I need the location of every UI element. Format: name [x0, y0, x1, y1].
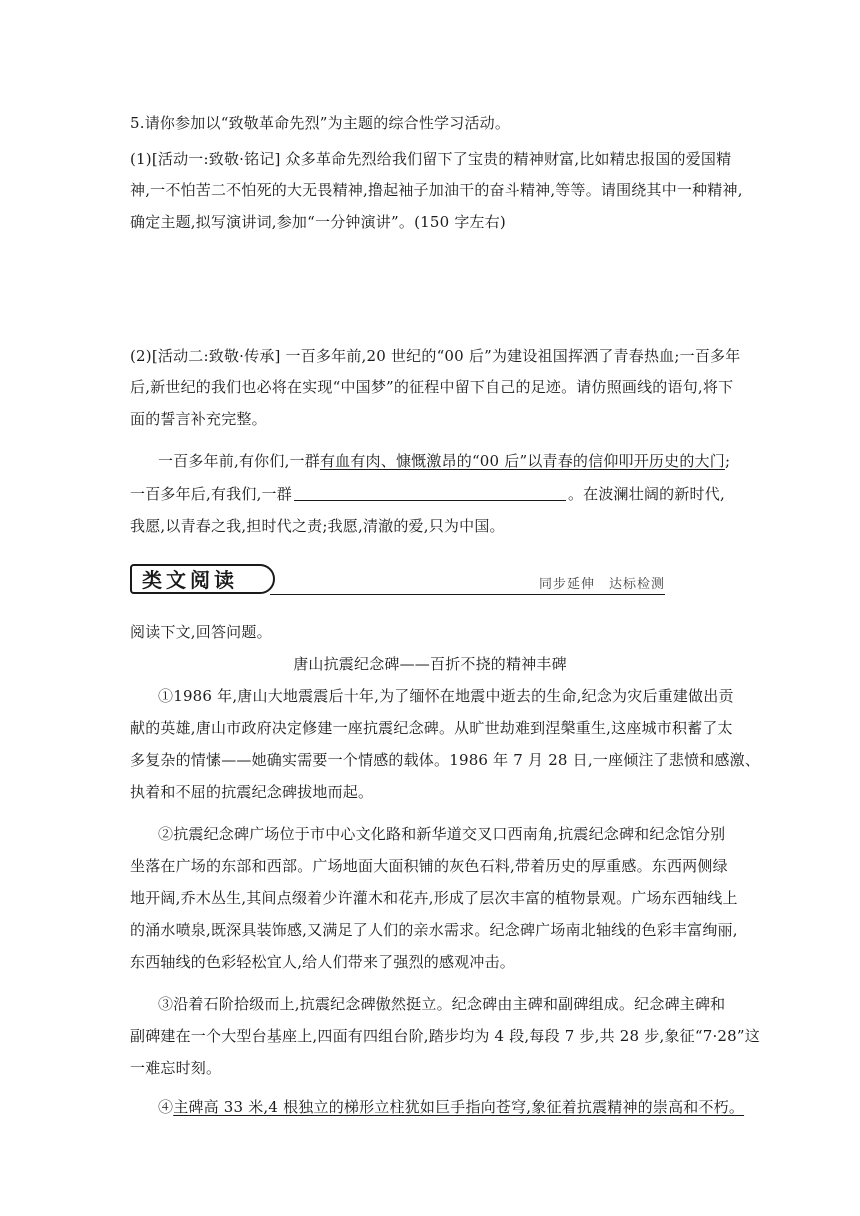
oath-line-3: 我愿,以青春之我,担时代之责;我愿,清澈的爱,只为中国。 — [130, 517, 505, 535]
paragraph-2: 坐落在广场的东部和西部。广场地面大面积铺的灰色石料,带着历史的厚重感。东西两侧绿 — [130, 857, 728, 875]
paragraph-1: 多复杂的情愫——她确实需要一个情感的载体。1986 年 7 月 28 日,一座倾注了悲愤和感激、 — [130, 751, 761, 769]
reading-instruction: 阅读下文,回答问题。 — [130, 623, 272, 641]
paragraph-3: 副碑建在一个大型台基座上,四面有四组台阶,踏步均为 4 段,每段 7 步,共 28 步,象征“7·28”这 — [130, 1027, 760, 1045]
activity-1-text: 神,一不怕苦二不怕死的大无畏精神,撸起袖子加油干的奋斗精神,等等。请围绕其中一种精神, — [130, 181, 743, 199]
paragraph-1: 献的英雄,唐山市政府决定修建一座抗震纪念碑。从旷世劫难到涅槃重生,这座城市积蓄了太 — [130, 719, 733, 737]
article-title: 唐山抗震纪念碑——百折不挠的精神丰碑 — [293, 655, 567, 673]
banner-sub-1: 同步延伸 — [538, 577, 595, 592]
oath-prefix: 一百多年后,有我们,一群 — [130, 485, 292, 503]
paragraph-1: 执着和不屈的抗震纪念碑拔地而起。 — [130, 783, 374, 801]
banner-subtitle — [525, 573, 665, 592]
oath-line-1 — [158, 451, 758, 471]
question-5-title: 5.请你参加以“致敬革命先烈”为主题的综合性学习活动。 — [130, 114, 511, 132]
activity-1-text: 确定主题,拟写演讲词,参加“一分钟演讲”。(150 字左右) — [130, 213, 506, 231]
paragraph-1: ①1986 年,唐山大地震震后十年,为了缅怀在地震中逝去的生命,纪念为灾后重建做出贡 — [158, 687, 734, 705]
paragraph-2: ②抗震纪念碑广场位于市中心文化路和新华道交叉口西南角,抗震纪念碑和纪念馆分别 — [158, 825, 726, 843]
banner-rule — [270, 594, 665, 595]
section-banner — [130, 562, 665, 598]
paragraph-4 — [158, 1097, 758, 1117]
underlined-model-sentence: 有血有肉、慷慨激昂的“00 后”以青春的信仰叩开历史的大门 — [319, 452, 725, 470]
underlined-sentence: 主碑高 33 米,4 根独立的梯形立柱犹如巨手指向苍穹,象征着抗震精神的崇高和不朽。 — [173, 1098, 745, 1116]
paragraph-2: 东西轴线的色彩轻松宜人,给人们带来了强烈的感观冲击。 — [130, 953, 515, 971]
oath-prefix: 一百多年前,有你们,一群 — [158, 452, 320, 470]
banner-title: 类文阅读 — [142, 568, 238, 592]
activity-1-text: (1)[活动一:致敬·铭记] 众多革命先烈给我们留下了宝贵的精神财富,比如精忠报国的爱国精 — [130, 150, 732, 168]
paragraph-4-number: ④ — [158, 1098, 174, 1116]
paragraph-3: 一难忘时刻。 — [130, 1059, 222, 1077]
banner-sub-2: 达标检测 — [608, 577, 665, 592]
activity-2-text: 后,新世纪的我们也必将在实现“中国梦”的征程中留下自己的足迹。请仿照画线的语句,将下 — [130, 378, 734, 396]
oath-suffix: 。在波澜壮阔的新时代, — [567, 485, 725, 503]
paragraph-2: 的涌水喷泉,既深具装饰感,又满足了人们的亲水需求。纪念碑广场南北轴线的色彩丰富绚丽, — [130, 921, 738, 939]
activity-2-text: 面的誓言补充完整。 — [130, 410, 267, 428]
oath-line-2 — [130, 484, 730, 504]
answer-blank[interactable] — [294, 486, 566, 501]
paragraph-3: ③沿着石阶拾级而上,抗震纪念碑傲然挺立。纪念碑由主碑和副碑组成。纪念碑主碑和 — [158, 995, 726, 1013]
paragraph-2: 地开阔,乔木丛生,其间点缀着少许灌木和花卉,形成了层次丰富的植物景观。广场东西轴线上 — [130, 889, 738, 907]
oath-suffix: ; — [724, 452, 731, 470]
activity-2-text: (2)[活动二:致敬·传承] 一百多年前,20 世纪的“00 后”为建设祖国挥洒了青春热血;一百多年 — [130, 347, 741, 365]
banner-pill — [130, 564, 275, 594]
